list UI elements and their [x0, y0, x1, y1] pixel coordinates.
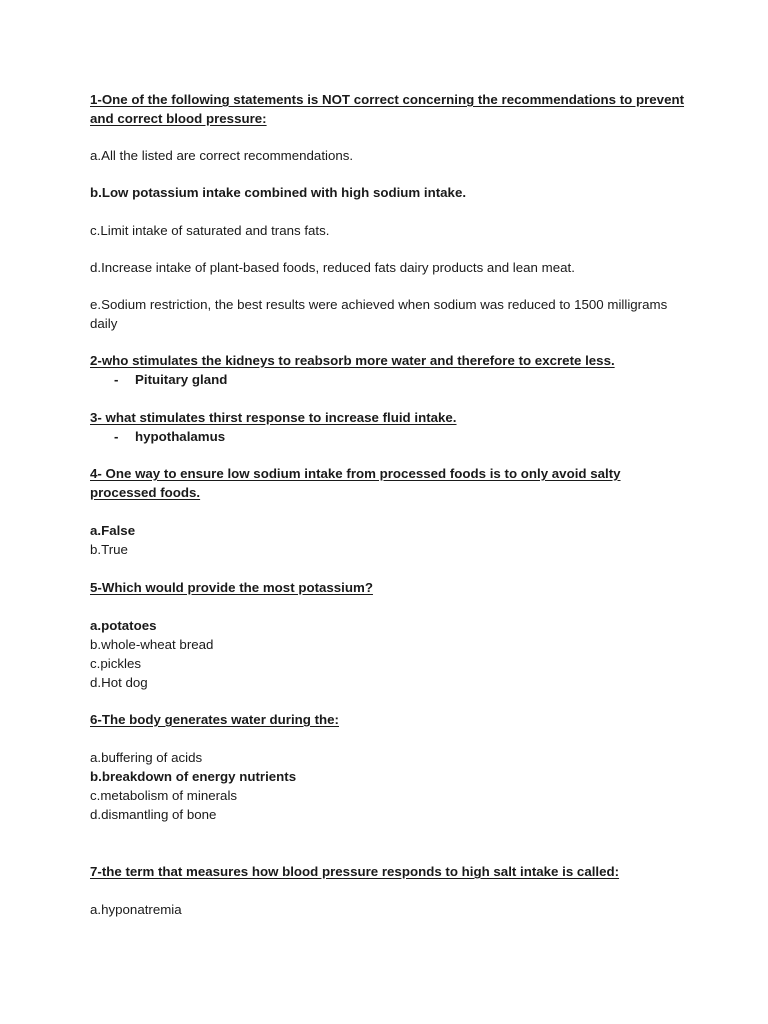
- question-1-option-d: d.Increase intake of plant-based foods, reduced fats dairy products and lean meat.: [90, 260, 575, 275]
- question-7: 7-the term that measures how blood pressure responds to high salt intake is called:: [90, 864, 620, 879]
- question-1-option-e: e.Sodium restriction, the best results were achieved when sodium was reduced to 1500 milligrams daily: [90, 297, 668, 331]
- question-1-option-b: b.Low potassium intake combined with high sodium intake.: [90, 185, 467, 200]
- question-4-option-a: a.False: [90, 523, 136, 538]
- question-6-option-a: a.buffering of acids: [90, 750, 203, 765]
- question-2: 2-who stimulates the kidneys to reabsorb more water and therefore to excrete less.: [90, 353, 615, 368]
- question-4: 4- One way to ensure low sodium intake from processed foods is to only avoid salty processed foods.: [90, 466, 621, 500]
- question-3: 3- what stimulates thirst response to increase fluid intake.: [90, 410, 457, 425]
- question-2-answer-list: [90, 370, 690, 389]
- question-3-answer-list: [90, 427, 690, 446]
- question-5: 5-Which would provide the most potassium?: [90, 580, 373, 595]
- question-1-option-a: a.All the listed are correct recommendations.: [90, 148, 354, 163]
- question-1: 1-One of the following statements is NOT correct concerning the recommendations to prevent and correct blood pressure:: [90, 92, 685, 126]
- question-6-option-c: c.metabolism of minerals: [90, 788, 238, 803]
- question-4-option-b: b.True: [90, 542, 128, 557]
- question-6: 6-The body generates water during the:: [90, 712, 339, 727]
- question-5-option-a: a.potatoes: [90, 618, 157, 633]
- question-7-option-a: a.hyponatremia: [90, 902, 182, 917]
- question-1-option-c: c.Limit intake of saturated and trans fats.: [90, 223, 330, 238]
- question-2-answer: - Pituitary gland: [90, 370, 690, 389]
- question-3-answer: - hypothalamus: [90, 427, 690, 446]
- question-5-option-b: b.whole-wheat bread: [90, 637, 214, 652]
- document-page: [90, 90, 690, 919]
- question-5-option-d: d.Hot dog: [90, 675, 148, 690]
- question-6-option-d: d.dismantling of bone: [90, 807, 217, 822]
- question-5-option-c: c.pickles: [90, 656, 141, 671]
- question-6-option-b: b.breakdown of energy nutrients: [90, 769, 297, 784]
